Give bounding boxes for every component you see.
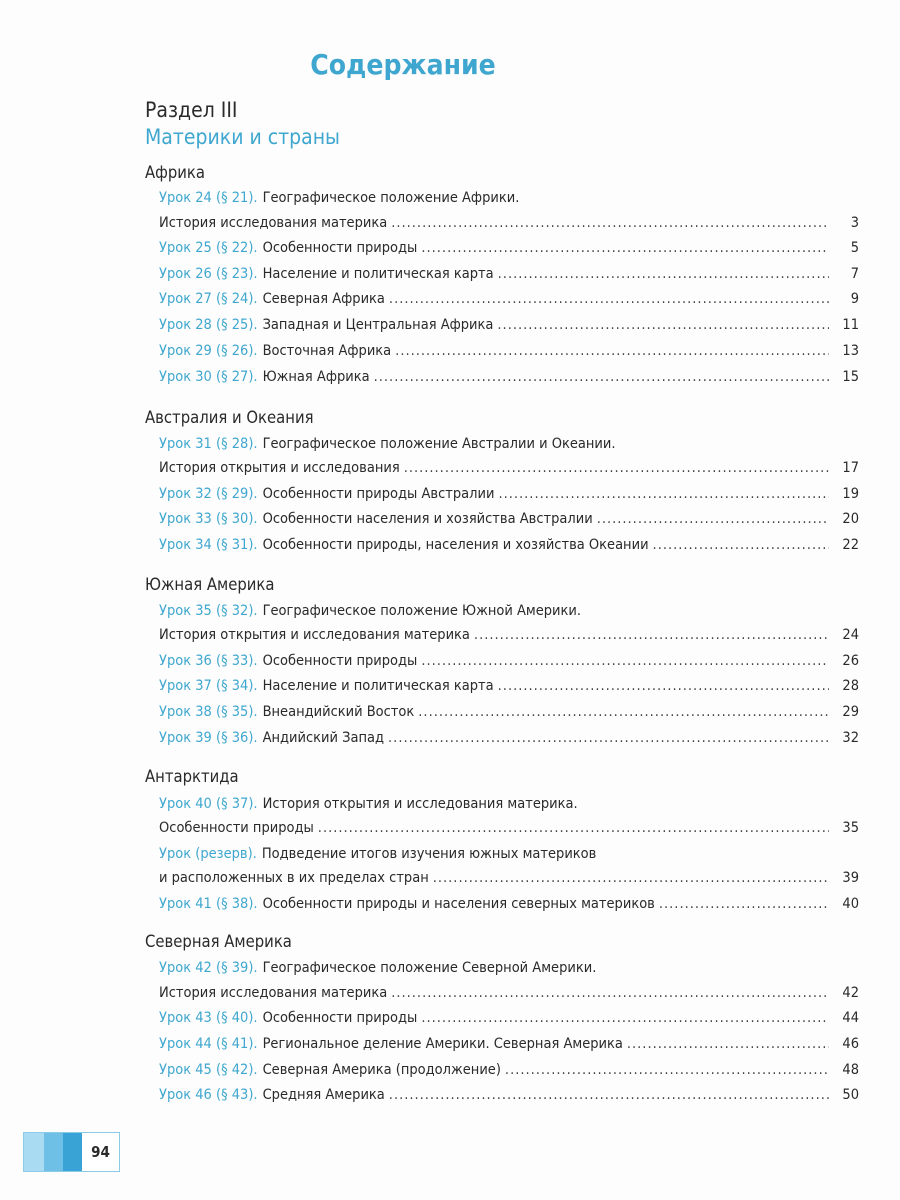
lesson-title: Северная Америка (продолжение)	[262, 1062, 501, 1078]
page-number-badge	[23, 1132, 120, 1172]
toc-entry[interactable]	[159, 846, 859, 862]
page-ref: 5	[850, 240, 859, 256]
lesson-title: Восточная Африка	[262, 343, 392, 359]
lesson-title: Особенности природы и населения северных материков	[262, 896, 655, 912]
toc-entry[interactable]	[159, 1036, 859, 1052]
lesson-title: История открытия и исследования материка	[159, 627, 470, 643]
lesson-label: Урок 46 (§ 43).	[159, 1087, 258, 1103]
lesson-label: Урок 26 (§ 23).	[159, 266, 258, 282]
dot-leader	[421, 240, 829, 256]
toc-entry[interactable]	[159, 896, 859, 912]
lesson-label: Урок 30 (§ 27).	[159, 369, 258, 385]
toc-entry[interactable]	[159, 343, 859, 359]
page-ref: 9	[850, 291, 859, 307]
lesson-title: Северная Африка	[262, 291, 385, 307]
toc-entry[interactable]	[159, 1087, 859, 1103]
dot-leader	[497, 317, 829, 333]
lesson-title: Региональное деление Америки. Северная Америка	[262, 1036, 623, 1052]
dot-leader	[498, 266, 829, 282]
page-ref: 46	[842, 1036, 859, 1052]
toc-entry[interactable]	[159, 1062, 859, 1078]
lesson-title: Особенности природы	[262, 653, 418, 669]
dot-leader	[433, 870, 829, 886]
page-ref: 15	[842, 369, 859, 385]
lesson-label: Урок 42 (§ 39).	[159, 960, 258, 976]
dot-leader	[505, 1062, 829, 1078]
toc-entry[interactable]	[159, 190, 859, 206]
toc-entry[interactable]	[159, 870, 859, 886]
dot-leader	[388, 730, 829, 746]
lesson-title: Население и политическая карта	[262, 266, 494, 282]
toc-entry[interactable]	[159, 653, 859, 669]
group-heading: Южная Америка	[145, 575, 275, 594]
page-ref: 3	[850, 215, 859, 231]
lesson-label: Урок 39 (§ 36).	[159, 730, 258, 746]
dot-leader	[391, 215, 829, 231]
dot-leader	[389, 291, 829, 307]
page-ref: 48	[842, 1062, 859, 1078]
lesson-label: Урок 45 (§ 42).	[159, 1062, 258, 1078]
lesson-label: Урок 27 (§ 24).	[159, 291, 258, 307]
page-ref: 7	[850, 266, 859, 282]
group-heading: Австралия и Океания	[145, 408, 314, 427]
lesson-title: Географическое положение Южной Америки.	[262, 603, 582, 619]
toc-entry[interactable]	[159, 627, 859, 643]
page-ref: 40	[842, 896, 859, 912]
lesson-title: Средняя Америка	[262, 1087, 385, 1103]
lesson-title: Особенности природы	[262, 1010, 418, 1026]
lesson-title: Особенности природы	[262, 240, 418, 256]
stripe-decoration	[63, 1133, 82, 1171]
toc-entry[interactable]	[159, 240, 859, 256]
lesson-label: Урок 34 (§ 31).	[159, 537, 258, 553]
dot-leader	[421, 653, 829, 669]
toc-entry[interactable]	[159, 537, 859, 553]
page-ref: 39	[842, 870, 859, 886]
lesson-title: Население и политическая карта	[262, 678, 494, 694]
dot-leader	[391, 985, 829, 1001]
page-title: Содержание	[310, 48, 496, 81]
lesson-label: Урок 40 (§ 37).	[159, 796, 258, 812]
page-ref: 35	[842, 820, 859, 836]
stripe-decoration	[24, 1133, 44, 1171]
lesson-title: История открытия и исследования	[159, 460, 400, 476]
lesson-title: Особенности населения и хозяйства Австралии	[262, 511, 593, 527]
lesson-label: Урок 33 (§ 30).	[159, 511, 258, 527]
toc-entry[interactable]	[159, 317, 859, 333]
toc-entry[interactable]	[159, 603, 859, 619]
section-heading: Раздел III	[145, 98, 238, 122]
toc-entry[interactable]	[159, 511, 859, 527]
lesson-label: Урок 44 (§ 41).	[159, 1036, 258, 1052]
lesson-title: Особенности природы Австралии	[262, 486, 495, 502]
lesson-label: Урок 29 (§ 26).	[159, 343, 258, 359]
dot-leader	[395, 343, 829, 359]
dot-leader	[374, 369, 829, 385]
toc-entry[interactable]	[159, 704, 859, 720]
toc-entry[interactable]	[159, 678, 859, 694]
toc-entry[interactable]	[159, 460, 859, 476]
lesson-title: и расположенных в их пределах стран	[159, 870, 429, 886]
dot-leader	[318, 820, 829, 836]
stripe-decoration	[44, 1133, 63, 1171]
page-ref: 11	[842, 317, 859, 333]
page-ref: 24	[842, 627, 859, 643]
page-ref: 26	[842, 653, 859, 669]
dot-leader	[474, 627, 829, 643]
dot-leader	[418, 704, 829, 720]
lesson-title: Южная Африка	[262, 369, 370, 385]
toc-entry[interactable]	[159, 436, 859, 452]
page-ref: 32	[842, 730, 859, 746]
lesson-title: Андийский Запад	[262, 730, 385, 746]
lesson-title: Подведение итогов изучения южных материков	[261, 846, 597, 862]
lesson-label: Урок 41 (§ 38).	[159, 896, 258, 912]
lesson-label: Урок 37 (§ 34).	[159, 678, 258, 694]
dot-leader	[627, 1036, 829, 1052]
toc-entry[interactable]	[159, 820, 859, 836]
dot-leader	[498, 486, 829, 502]
page-ref: 19	[842, 486, 859, 502]
toc-entry[interactable]	[159, 291, 859, 307]
lesson-label: Урок 25 (§ 22).	[159, 240, 258, 256]
lesson-title: История исследования материка	[159, 215, 388, 231]
lesson-title: Географическое положение Африки.	[262, 190, 520, 206]
lesson-label: Урок 35 (§ 32).	[159, 603, 258, 619]
lesson-label: Урок 28 (§ 25).	[159, 317, 258, 333]
lesson-label: Урок (резерв).	[159, 846, 257, 862]
page-ref: 42	[842, 985, 859, 1001]
toc-entry[interactable]	[159, 796, 859, 812]
group-heading: Антарктида	[145, 767, 239, 786]
group-heading: Африка	[145, 163, 205, 182]
toc-entry[interactable]	[159, 985, 859, 1001]
dot-leader	[653, 537, 829, 553]
dot-leader	[597, 511, 829, 527]
lesson-title: Географическое положение Австралии и Океании.	[262, 436, 616, 452]
page-ref: 29	[842, 704, 859, 720]
section-subtitle: Материки и страны	[145, 125, 340, 149]
page-ref: 17	[842, 460, 859, 476]
toc-entry[interactable]	[159, 215, 859, 231]
lesson-label: Урок 24 (§ 21).	[159, 190, 258, 206]
page-number: 94	[82, 1133, 119, 1171]
page-ref: 44	[842, 1010, 859, 1026]
lesson-label: Урок 32 (§ 29).	[159, 486, 258, 502]
dot-leader	[421, 1010, 829, 1026]
lesson-label: Урок 36 (§ 33).	[159, 653, 258, 669]
toc-entry[interactable]	[159, 730, 859, 746]
lesson-title: Внеандийский Восток	[262, 704, 415, 720]
lesson-title: История открытия и исследования материка.	[262, 796, 578, 812]
group-heading: Северная Америка	[145, 932, 292, 951]
page-ref: 22	[842, 537, 859, 553]
lesson-label: Урок 38 (§ 35).	[159, 704, 258, 720]
page-ref: 50	[842, 1087, 859, 1103]
toc-entry[interactable]	[159, 960, 859, 976]
page-ref: 13	[842, 343, 859, 359]
lesson-title: Особенности природы, населения и хозяйства Океании	[262, 537, 649, 553]
toc-entry[interactable]	[159, 369, 859, 385]
dot-leader	[659, 896, 829, 912]
toc-entry[interactable]	[159, 486, 859, 502]
lesson-label: Урок 31 (§ 28).	[159, 436, 258, 452]
lesson-label: Урок 43 (§ 40).	[159, 1010, 258, 1026]
page-ref: 20	[842, 511, 859, 527]
lesson-title: Западная и Центральная Африка	[262, 317, 494, 333]
dot-leader	[404, 460, 829, 476]
lesson-title: История исследования материка	[159, 985, 388, 1001]
lesson-title: Географическое положение Северной Америки.	[262, 960, 597, 976]
page-ref: 28	[842, 678, 859, 694]
toc-entry[interactable]	[159, 1010, 859, 1026]
dot-leader	[389, 1087, 829, 1103]
dot-leader	[498, 678, 829, 694]
lesson-title: Особенности природы	[159, 820, 314, 836]
toc-entry[interactable]	[159, 266, 859, 282]
